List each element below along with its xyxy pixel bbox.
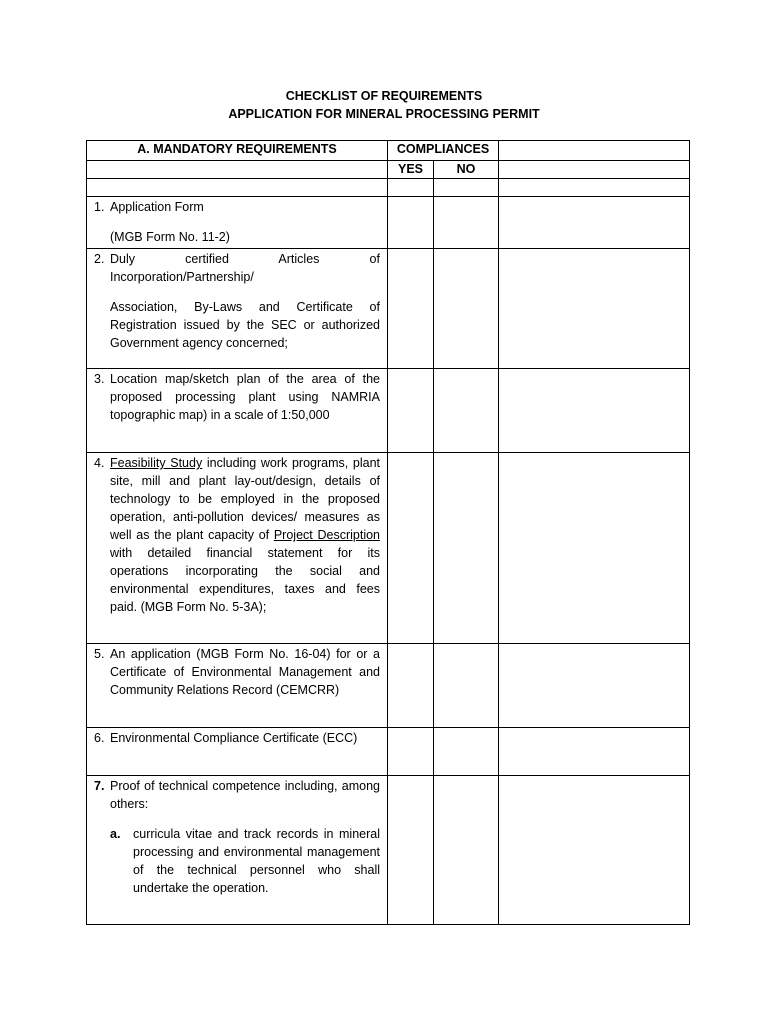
sub-item (94, 825, 380, 897)
no-cell[interactable] (434, 249, 499, 369)
yes-cell[interactable] (388, 369, 434, 453)
item-text: An application (MGB Form No. 16-04) for or a Certificate of Environmental Management and Community Relations Record (CEMCRR) (110, 647, 380, 697)
requirement-cell (87, 197, 388, 249)
no-header: NO (434, 161, 499, 179)
remarks-cell[interactable] (499, 369, 690, 453)
no-cell[interactable] (434, 776, 499, 925)
item-number: 7. (94, 779, 105, 793)
sub-item-label: a. (110, 827, 121, 841)
no-cell[interactable] (434, 369, 499, 453)
yes-cell[interactable] (388, 249, 434, 369)
section-header: A. MANDATORY REQUIREMENTS (87, 141, 388, 161)
requirement-cell (87, 249, 388, 369)
item-text: Location map/sketch plan of the area of the proposed processing plant using NAMRIA topographic map) in a scale of 1:50,000 (110, 372, 380, 422)
item-text-part: including work programs, plant site, mill and plant lay-out/design, details of technology to be employed in the proposed operation, anti-pollution devices/ measures as well as the plant capacity of (110, 456, 381, 542)
spacer-row (87, 179, 690, 197)
remarks-header-cell (499, 141, 690, 161)
item-number: 5. (94, 647, 105, 661)
requirement-cell (87, 644, 388, 728)
requirement-cell (87, 776, 388, 925)
document-subtitle: APPLICATION FOR MINERAL PROCESSING PERMIT (228, 107, 540, 121)
empty-cell (434, 179, 499, 197)
compliances-header: COMPLIANCES (388, 141, 499, 161)
table-row (87, 776, 690, 925)
empty-cell (499, 161, 690, 179)
sub-item-text: curricula vitae and track records in mineral processing and environmental management of the technical personnel who shall undertake the operation. (133, 827, 380, 895)
remarks-cell[interactable] (499, 197, 690, 249)
requirement-cell (87, 369, 388, 453)
item-subtext: Association, By-Laws and Certificate of Registration issued by the SEC or authorized Government agency concerned; (110, 300, 380, 350)
item-text (110, 454, 380, 616)
subheader-row (87, 161, 690, 179)
item-subtext: (MGB Form No. 11-2) (110, 230, 230, 244)
remarks-cell[interactable] (499, 644, 690, 728)
table-row (87, 249, 690, 369)
item-text: Environmental Compliance Certificate (ECC) (110, 731, 358, 745)
table-row (87, 644, 690, 728)
item-number: 4. (94, 456, 105, 470)
yes-cell[interactable] (388, 776, 434, 925)
item-text: Application Form (110, 200, 204, 214)
remarks-cell[interactable] (499, 776, 690, 925)
document-title: CHECKLIST OF REQUIREMENTS (285, 89, 483, 103)
yes-cell[interactable] (388, 453, 434, 644)
project-description-link: Project Description (273, 528, 380, 542)
header-row (87, 141, 690, 161)
item-text: Proof of technical competence including, among others: (110, 779, 380, 811)
yes-cell[interactable] (388, 197, 434, 249)
table-row (87, 197, 690, 249)
requirements-table (86, 140, 690, 925)
table-row (87, 453, 690, 644)
table-row (87, 369, 690, 453)
item-number: 6. (94, 731, 105, 745)
item-text-part: with detailed financial statement for its operations incorporating the social and environmental expenditures, taxes and fees paid. (MGB Form No. 5-3A); (110, 546, 380, 614)
no-cell[interactable] (434, 728, 499, 776)
table-row (87, 728, 690, 776)
yes-header: YES (388, 161, 434, 179)
remarks-cell[interactable] (499, 728, 690, 776)
empty-cell (87, 161, 388, 179)
no-cell[interactable] (434, 197, 499, 249)
item-number: 1. (94, 200, 105, 214)
requirement-cell (87, 728, 388, 776)
remarks-cell[interactable] (499, 249, 690, 369)
empty-cell (388, 179, 434, 197)
no-cell[interactable] (434, 644, 499, 728)
remarks-cell[interactable] (499, 453, 690, 644)
item-number: 3. (94, 372, 105, 386)
no-cell[interactable] (434, 453, 499, 644)
yes-cell[interactable] (388, 728, 434, 776)
item-number: 2. (94, 252, 105, 266)
feasibility-study-link: Feasibility Study (110, 456, 203, 470)
empty-cell (87, 179, 388, 197)
item-text: Duly certified Articles of Incorporation/Partnership/ (110, 252, 380, 284)
empty-cell (499, 179, 690, 197)
yes-cell[interactable] (388, 644, 434, 728)
requirement-cell (87, 453, 388, 644)
